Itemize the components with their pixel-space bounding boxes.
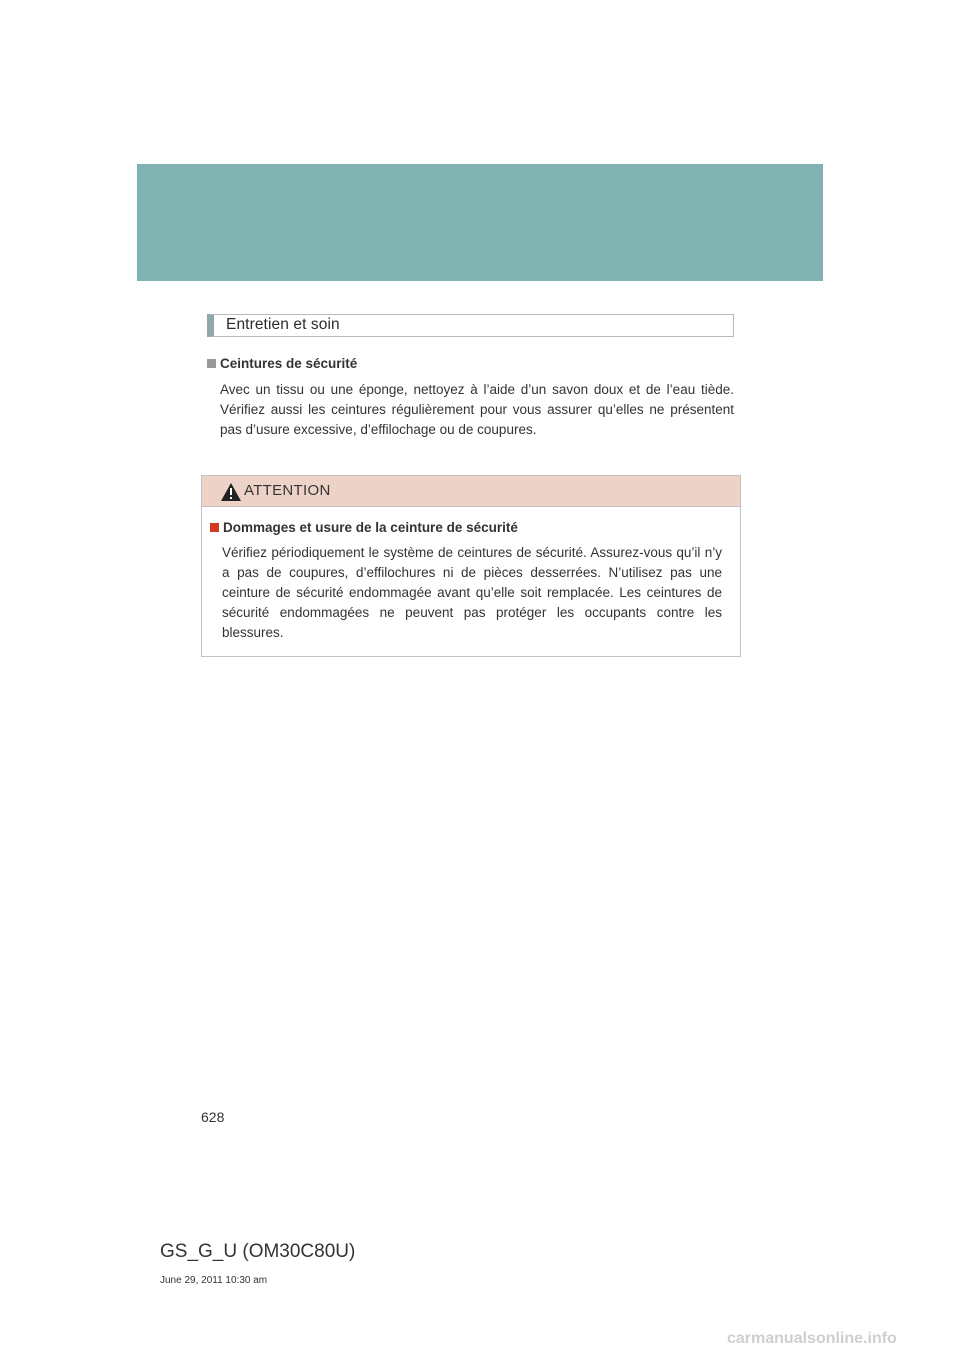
document-code: GS_G_U (OM30C80U) xyxy=(160,1241,356,1262)
document-date: June 29, 2011 10:30 am xyxy=(160,1275,268,1286)
watermark: carmanualsonline.info xyxy=(727,1330,897,1347)
attention-box xyxy=(201,475,741,657)
warning-triangle-icon xyxy=(220,482,242,502)
attention-label: ATTENTION xyxy=(244,482,331,499)
care-heading xyxy=(207,356,357,371)
care-body-text: Avec un tissu ou une éponge, nettoyez à l’aide d’un savon doux et de l’eau tiède. Vérifiez aussi les ceintures régulièrement pour vous assurer qu’elles ne présentent pas d’usure excessive, d’effilochage ou de coupures. xyxy=(220,382,734,437)
attention-body-text: Vérifiez périodiquement le système de ceintures de sécurité. Assurez-vous qu’il n’y a pas de coupures, d’effilochures ni de pièces desserrées. N’utilisez pas une ceinture de sécurité endommagée avant qu’elle soit remplacée. Les ceintures de sécurité endommagées ne peuvent pas protéger les occupants contre les blessures. xyxy=(222,545,722,640)
attention-heading-text: Dommages et usure de la ceinture de sécurité xyxy=(223,520,518,535)
section-header xyxy=(207,314,734,337)
red-square-bullet-icon xyxy=(210,523,219,532)
care-heading-text: Ceintures de sécurité xyxy=(220,356,358,371)
chapter-header-band xyxy=(137,164,823,281)
square-bullet-icon xyxy=(207,359,216,368)
attention-heading xyxy=(210,520,518,535)
section-title: Entretien et soin xyxy=(226,316,340,333)
page-number: 628 xyxy=(201,1109,225,1125)
attention-header xyxy=(202,476,740,507)
